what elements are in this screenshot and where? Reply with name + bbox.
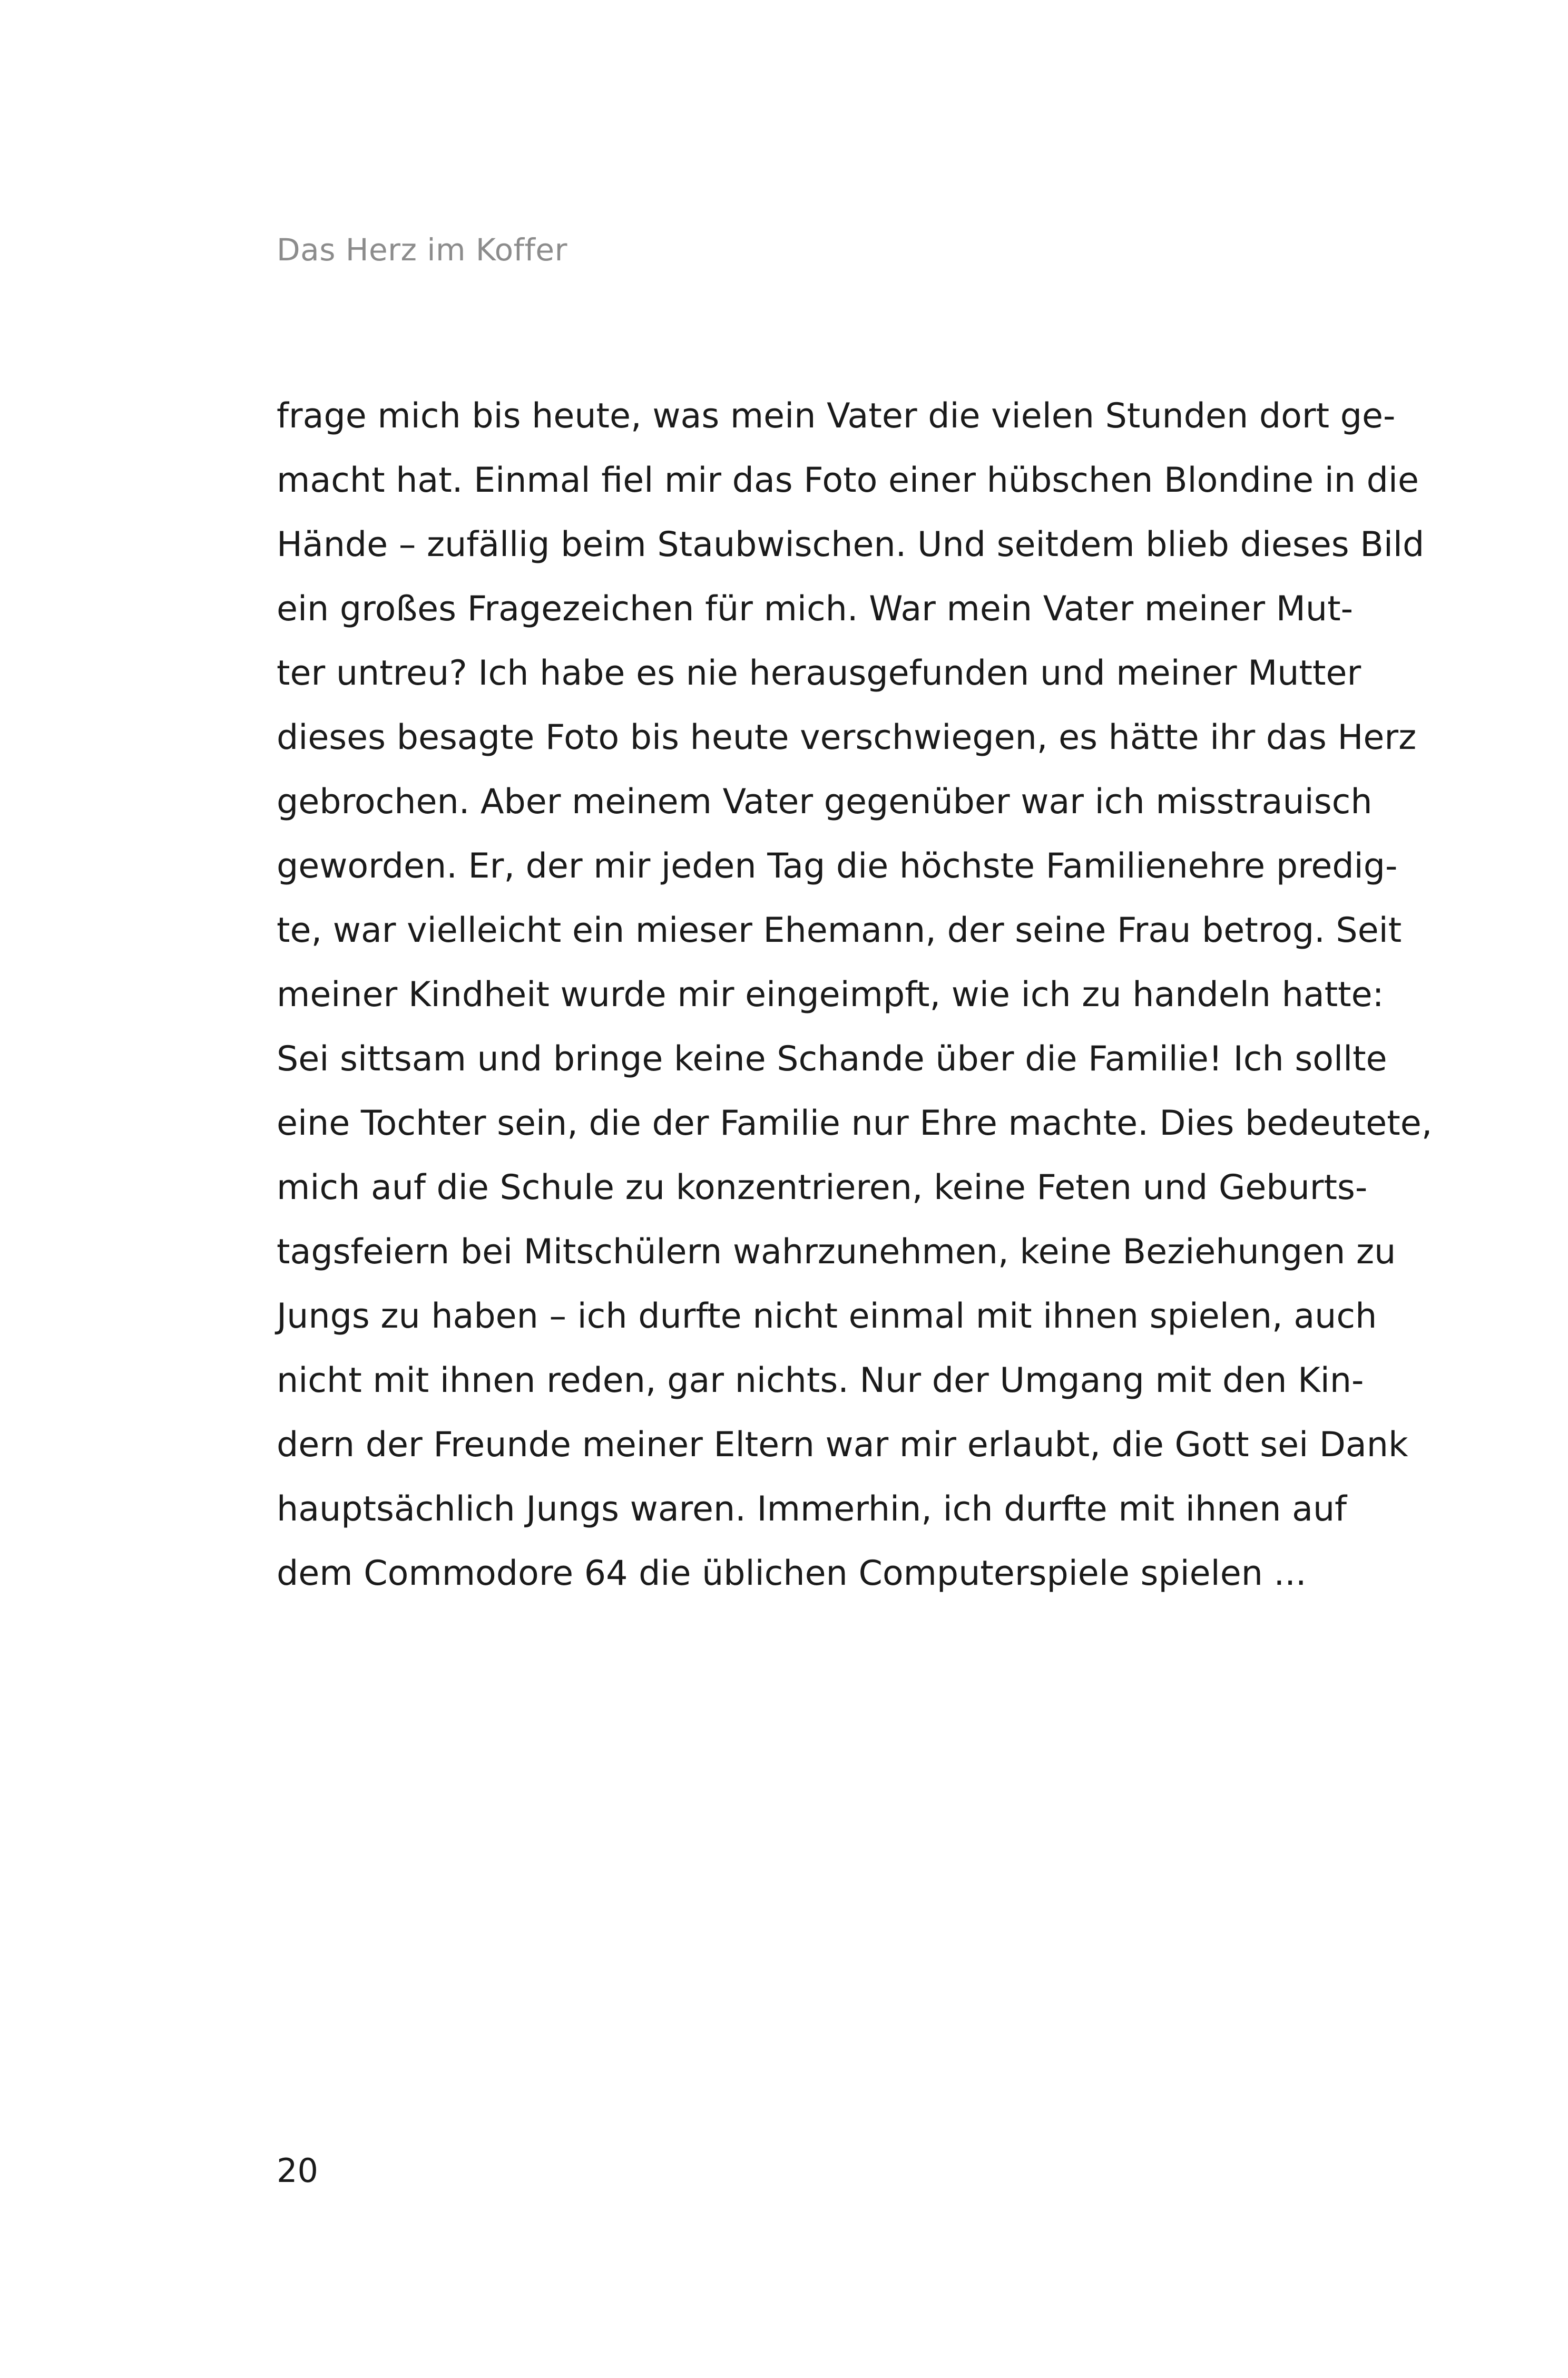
page-number: 20 — [277, 2151, 318, 2190]
text-line: dern der Freunde meiner Eltern war mir erlaubt, die Gott sei Dank — [277, 1425, 1408, 1465]
text-line: ter untreu? Ich habe es nie herausgefunden und meiner Mutter — [277, 654, 1361, 693]
text-line: mich auf die Schule zu konzentrieren, keine Feten und Geburts- — [277, 1168, 1368, 1207]
text-line: ein großes Fragezeichen für mich. War mein Vater meiner Mut- — [277, 589, 1354, 629]
text-line: te, war vielleicht ein mieser Ehemann, der seine Frau betrog. Seit — [277, 911, 1402, 950]
text-line: Sei sittsam und bringe keine Schande über die Familie! Ich sollte — [277, 1039, 1387, 1079]
text-line: Hände – zufällig beim Staubwischen. Und seitdem blieb dieses Bild — [277, 525, 1425, 564]
text-line: macht hat. Einmal fiel mir das Foto einer hübschen Blondine in die — [277, 461, 1419, 500]
text-line: frage mich bis heute, was mein Vater die vielen Stunden dort ge- — [277, 396, 1396, 436]
text-line: gebrochen. Aber meinem Vater gegenüber war ich misstrauisch — [277, 782, 1373, 822]
text-line: nicht mit ihnen reden, gar nichts. Nur der Umgang mit den Kin- — [277, 1361, 1364, 1400]
text-line: meiner Kindheit wurde mir eingeimpft, wie ich zu handeln hatte: — [277, 975, 1384, 1015]
text-line-last: dem Commodore 64 die üblichen Computerspiele spielen ... — [277, 1554, 1307, 1593]
running-header: Das Herz im Koffer — [277, 232, 567, 268]
text-line: hauptsächlich Jungs waren. Immerhin, ich durfte mit ihnen auf — [277, 1489, 1347, 1529]
text-line: Jungs zu haben – ich durfte nicht einmal mit ihnen spielen, auch — [277, 1297, 1377, 1336]
text-line: dieses besagte Foto bis heute verschwiegen, es hätte ihr das Herz — [277, 718, 1417, 757]
text-line: geworden. Er, der mir jeden Tag die höchste Familienehre predig- — [277, 846, 1398, 886]
text-line: tagsfeiern bei Mitschülern wahrzunehmen, keine Beziehungen zu — [277, 1232, 1396, 1272]
text-line: eine Tochter sein, die der Familie nur Ehre machte. Dies bedeutete, — [277, 1104, 1433, 1143]
